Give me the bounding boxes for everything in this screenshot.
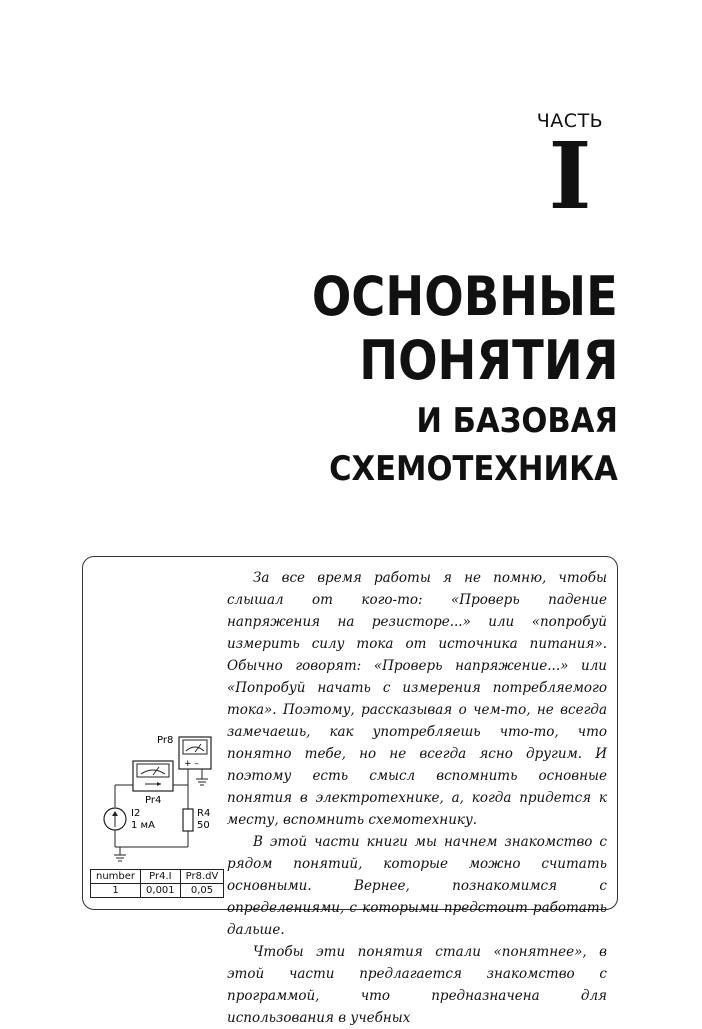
title-line-1: ОСНОВНЫЕ	[311, 265, 618, 328]
title-line-4: СХЕМОТЕХНИКА	[329, 449, 618, 489]
ammeter-label: Pr4	[145, 795, 162, 806]
current-source-value: 1 мА	[131, 820, 155, 831]
table-cell: 1	[91, 884, 141, 898]
intro-paragraph-1: За все время работы я не помню, чтобы слышал от кого-то: «Проверь падение напряжения на резисторе...» или «попробуй измерить силу тока от источника питания». Обычно говорят: «Проверь напряжение...» или «Попробуй начать с измерения потребляемого тока». Поэтому, рассказывая о чем-то, не всегда замечаешь, как употребляешь что-то, что понятно тебе, но не всегда ясно другим. И поэтому есть смысл вспомнить основные понятия в электротехнике, а, когда придется к месту, вспомнить схемотехнику.	[227, 570, 607, 828]
intro-paragraph-3: Чтобы эти понятия стали «понятнее», в этой части предлагается знакомство с программой, что предназначена для использования в учебных	[227, 944, 607, 1026]
ammeter-dial	[137, 764, 169, 777]
table-header: Pr8.dV	[180, 870, 224, 884]
title-line-2: ПОНЯТИЯ	[358, 329, 618, 392]
table-header: Pr4.I	[141, 870, 181, 884]
table-row	[91, 884, 224, 898]
current-source-name: I2	[131, 808, 141, 819]
resistor-symbol	[183, 809, 193, 831]
measurement-table	[90, 869, 224, 898]
table-cell: 0,001	[141, 884, 181, 898]
intro-paragraph-2: В этой части книги мы начнем знакомство с рядом понятий, которые можно считать основными. Вернее, познакомимся с определениями, с которыми предстоит работать дальше.	[227, 834, 607, 938]
resistor-value: 50	[197, 820, 210, 831]
table-header: number	[91, 870, 141, 884]
title-line-3: И БАЗОВАЯ	[416, 401, 618, 441]
intro-sidebar-box	[82, 556, 618, 1026]
part-label: ЧАСТЬ	[536, 110, 604, 132]
voltmeter-label: Pr8	[157, 735, 174, 746]
table-header-row	[91, 870, 224, 884]
table-cell: 0,05	[180, 884, 224, 898]
intro-text	[227, 567, 607, 1029]
voltmeter-terminals: + –	[184, 759, 199, 769]
part-number: I	[548, 122, 592, 230]
resistor-name: R4	[197, 808, 211, 819]
